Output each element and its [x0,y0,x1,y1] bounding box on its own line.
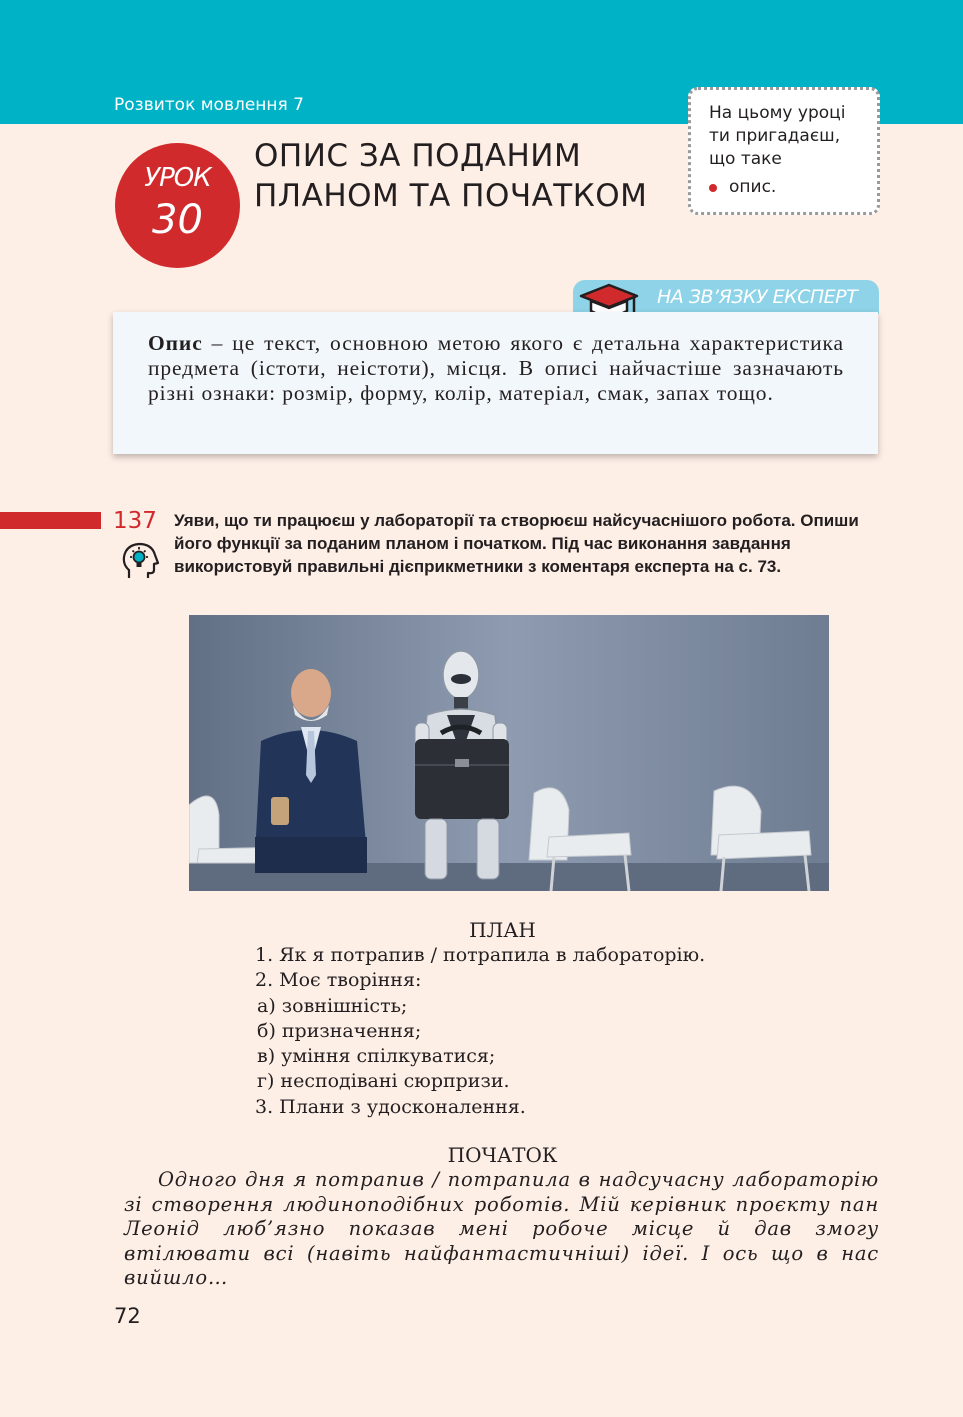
plan-list [255,943,705,1120]
beginning-title: ПОЧАТОК [447,1143,558,1167]
task-text: Уяви, що ти працюєш у лабораторії та створюєш найсучаснішого робота. Опиши його функції за поданим планом і початком. Під час виконання завдання використовуй правильні дієприкметники з коментаря експерта на с. 73. [174,511,859,576]
plan-subitem: а) зовнішність; [257,994,408,1017]
plan-title: ПЛАН [469,918,536,942]
lesson-word: УРОК [144,163,211,193]
note-line-2: ти пригадаєш, [709,126,841,146]
plan-subitem: б) призначення; [257,1019,422,1042]
plan-item: 1. Як я потрапив / потрапила в лабораторію. [255,944,706,966]
plan-subitem: в) уміння спілкуватися; [257,1045,496,1068]
plan-item: 3. Плани з удосконалення. [255,1095,526,1118]
lesson-title-line-1: ОПИС ЗА ПОДАНИМ [254,138,582,174]
note-item [709,176,863,199]
section-label: Розвиток мовлення 7 [114,95,304,115]
definition-text: – це текст, основною метою якого є детальна характеристика предмета (істоти, неістоти), місця. В описі найчастіше зазначають різні ознаки: розмір, форму, колір, матеріал, смак, запах тощо. [148,331,844,405]
beginning-text: Одного дня я потрапив / потрапила в надсучасну лабораторію зі створення людиноподібних роботів. Мій керівник проєкту пан Леонід люб’язно показав мені робоче місце й дав змогу втілювати всі (навіть найфантастичніші) ідеї. І ось що в нас вийшло… [124,1168,879,1289]
task-number: 137 [113,508,157,534]
idea-head-icon [120,541,160,581]
plan-item: 2. Моє творіння: [255,969,422,992]
definition-box [113,312,878,454]
expert-label: НА ЗВ’ЯЗКУ ЕКСПЕРТ [657,286,858,308]
note-line-3: що таке [709,149,782,169]
page-number: 72 [114,1304,141,1328]
task-marker-bar [0,512,101,529]
bullet-icon [709,184,717,192]
lesson-goals-note [688,87,880,215]
definition-term: Опис [148,331,203,355]
lesson-number: 30 [152,197,203,243]
lesson-title [254,136,647,216]
note-line-1: На цьому уроці [709,103,846,123]
note-item-text: опис. [729,177,777,197]
plan-subitem: г) несподівані сюрпризи. [257,1070,510,1093]
lesson-badge [115,143,240,268]
expert-tab [573,280,879,314]
photo-man-and-robot [189,615,829,891]
lesson-title-line-2: ПЛАНОМ ТА ПОЧАТКОМ [254,178,648,214]
